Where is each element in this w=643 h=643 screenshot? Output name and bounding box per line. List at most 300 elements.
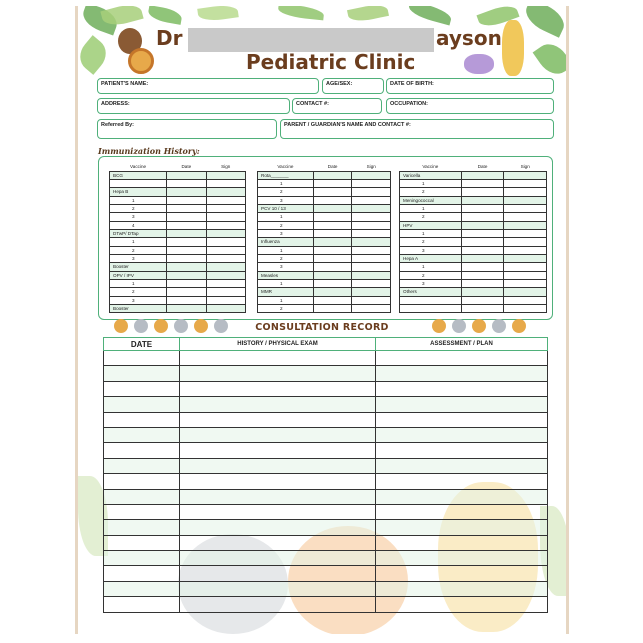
immunization-table-1 [109,162,246,313]
patient-name-label: PATIENT'S NAME: [101,81,149,87]
consultation-row [104,566,548,581]
vaccine-date-cell[interactable] [313,171,352,179]
vaccine-date-cell[interactable] [461,238,504,246]
vaccine-date-cell[interactable] [461,179,504,187]
header-banner [78,6,566,82]
consultation-date-cell[interactable] [104,412,180,427]
vaccine-sign-cell[interactable] [504,254,547,262]
consultation-assessment-cell[interactable] [376,412,548,427]
vaccine-date-cell[interactable] [167,204,206,212]
vaccine-name-cell: 2 [258,254,314,262]
vaccine-date-cell[interactable] [313,179,352,187]
consultation-row [104,427,548,442]
immunization-row [400,271,547,279]
vaccine-sign-cell[interactable] [206,196,245,204]
immunization-row [110,196,246,204]
immunization-row [400,171,547,179]
immunization-row [110,204,246,212]
consultation-row [104,597,548,612]
vaccine-name-cell [400,305,462,313]
consultation-history-cell[interactable] [180,581,376,596]
consultation-date-cell[interactable] [104,520,180,535]
consultation-assessment-cell[interactable] [376,381,548,396]
immunization-row [258,254,391,262]
vaccine-sign-cell[interactable] [206,254,245,262]
vaccine-sign-cell[interactable] [504,296,547,304]
redacted-doctor-name [188,28,434,52]
vaccine-date-cell[interactable] [461,188,504,196]
vaccine-date-cell[interactable] [167,254,206,262]
vaccine-date-cell[interactable] [313,238,352,246]
vaccine-date-cell[interactable] [167,188,206,196]
vaccine-name-cell: 3 [400,246,462,254]
consultation-assessment-cell[interactable] [376,489,548,504]
vaccine-date-cell[interactable] [313,271,352,279]
vaccine-sign-cell[interactable] [206,305,245,313]
vaccine-date-cell[interactable] [167,221,206,229]
consultation-date-cell[interactable] [104,489,180,504]
consultation-row [104,381,548,396]
vaccine-sign-cell[interactable] [352,263,391,271]
vaccine-name-cell: 1 [258,279,314,287]
consultation-history-cell[interactable] [180,489,376,504]
leaf-icon [521,6,569,38]
occupation-field[interactable] [386,98,554,114]
immunization-row [258,196,391,204]
immunization-row [258,263,391,271]
vaccine-name-cell: 3 [258,196,314,204]
immunization-row [400,221,547,229]
vaccine-sign-cell[interactable] [352,196,391,204]
consultation-assessment-cell[interactable] [376,443,548,458]
vaccine-date-cell[interactable] [313,305,352,313]
age-sex-field[interactable] [322,78,384,94]
immunization-header-date: Date [313,162,352,171]
vaccine-sign-cell[interactable] [504,204,547,212]
vaccine-name-cell: Meningococcal [400,196,462,204]
vaccine-name-cell: 1 [258,296,314,304]
immunization-row [258,238,391,246]
vaccine-sign-cell[interactable] [504,229,547,237]
vaccine-sign-cell[interactable] [206,238,245,246]
consultation-row [104,520,548,535]
lion-icon [128,48,154,74]
leaf-icon [347,6,389,24]
vaccine-date-cell[interactable] [461,279,504,287]
vaccine-date-cell[interactable] [461,305,504,313]
vaccine-date-cell[interactable] [313,213,352,221]
giraffe-icon [502,20,524,76]
immunization-row [258,171,391,179]
vaccine-sign-cell[interactable] [504,279,547,287]
vaccine-date-cell[interactable] [313,263,352,271]
doctor-name-suffix: ayson [436,26,502,50]
vaccine-sign-cell[interactable] [504,213,547,221]
vaccine-date-cell[interactable] [313,221,352,229]
vaccine-name-cell: 1 [110,279,167,287]
immunization-header-sign: Sign [504,162,547,171]
consultation-assessment-cell[interactable] [376,366,548,381]
consultation-row [104,474,548,489]
vaccine-sign-cell[interactable] [352,179,391,187]
vaccine-sign-cell[interactable] [352,246,391,254]
consultation-history-cell[interactable] [180,366,376,381]
vaccine-sign-cell[interactable] [504,171,547,179]
vaccine-date-cell[interactable] [313,279,352,287]
vaccine-date-cell[interactable] [167,279,206,287]
vaccine-date-cell[interactable] [461,246,504,254]
vaccine-date-cell[interactable] [313,288,352,296]
vaccine-sign-cell[interactable] [206,188,245,196]
vaccine-sign-cell[interactable] [504,238,547,246]
consultation-assessment-cell[interactable] [376,504,548,519]
vaccine-name-cell: OPV / IPV [110,271,167,279]
leaf-icon [407,6,453,25]
consultation-date-cell[interactable] [104,351,180,366]
vaccine-name-cell: 1 [400,263,462,271]
immunization-row [400,254,547,262]
immunization-row [400,263,547,271]
consultation-row [104,412,548,427]
vaccine-name-cell: Influenza [258,238,314,246]
consultation-history-cell[interactable] [180,458,376,473]
consultation-assessment-cell[interactable] [376,351,548,366]
vaccine-date-cell[interactable] [313,188,352,196]
consultation-row [104,351,548,366]
immunization-row [258,279,391,287]
vaccine-date-cell[interactable] [167,179,206,187]
immunization-row [110,296,246,304]
date-of-birth-label: DATE OF BIRTH: [390,81,434,87]
vaccine-name-cell: 1 [258,246,314,254]
consultation-assessment-cell[interactable] [376,474,548,489]
immunization-row [400,229,547,237]
vaccine-name-cell: 4 [110,221,167,229]
consultation-date-cell[interactable] [104,566,180,581]
vaccine-date-cell[interactable] [167,296,206,304]
consultation-history-cell[interactable] [180,397,376,412]
consultation-assessment-cell[interactable] [376,520,548,535]
vaccine-name-cell: Booster [110,263,167,271]
vaccine-name-cell: Hepa B [110,188,167,196]
address-label: ADDRESS: [101,101,130,107]
consultation-date-cell[interactable] [104,504,180,519]
consultation-date-cell[interactable] [104,427,180,442]
consultation-history-cell[interactable] [180,443,376,458]
immunization-header-sign: Sign [206,162,245,171]
consultation-date-cell[interactable] [104,397,180,412]
consultation-assessment-cell[interactable] [376,397,548,412]
vaccine-sign-cell[interactable] [352,221,391,229]
patient-name-field[interactable] [97,78,319,94]
consultation-assessment-cell[interactable] [376,581,548,596]
consultation-history-cell[interactable] [180,520,376,535]
referred-by-field[interactable] [97,119,277,139]
vaccine-sign-cell[interactable] [504,263,547,271]
consultation-history-cell[interactable] [180,551,376,566]
vaccine-date-cell[interactable] [313,246,352,254]
vaccine-date-cell[interactable] [313,254,352,262]
immunization-row [110,171,246,179]
vaccine-date-cell[interactable] [313,229,352,237]
consultation-history-cell[interactable] [180,566,376,581]
immunization-row [400,246,547,254]
vaccine-sign-cell[interactable] [206,221,245,229]
consultation-history-cell[interactable] [180,597,376,612]
consultation-date-cell[interactable] [104,366,180,381]
vaccine-sign-cell[interactable] [352,171,391,179]
vaccine-sign-cell[interactable] [352,271,391,279]
vaccine-sign-cell[interactable] [352,229,391,237]
vaccine-sign-cell[interactable] [504,196,547,204]
leaf-icon [277,6,324,20]
vaccine-name-cell: 3 [110,213,167,221]
vaccine-sign-cell[interactable] [352,305,391,313]
immunization-row [258,179,391,187]
immunization-row [400,204,547,212]
vaccine-sign-cell[interactable] [206,263,245,271]
vaccine-name-cell: Others [400,288,462,296]
date-of-birth-field[interactable] [386,78,554,94]
immunization-box [98,156,553,320]
immunization-row [110,221,246,229]
consultation-date-cell[interactable] [104,458,180,473]
vaccine-name-cell: 1 [258,213,314,221]
vaccine-date-cell[interactable] [461,213,504,221]
vaccine-date-cell[interactable] [461,263,504,271]
leaf-icon [147,6,183,25]
vaccine-name-cell: 1 [400,179,462,187]
vaccine-name-cell: 3 [258,229,314,237]
immunization-row [258,229,391,237]
consultation-row [104,504,548,519]
immunization-row [258,221,391,229]
vaccine-sign-cell[interactable] [352,204,391,212]
leaf-icon [197,6,239,23]
vaccine-name-cell: 2 [400,271,462,279]
consultation-date-cell[interactable] [104,535,180,550]
immunization-row [110,246,246,254]
vaccine-date-cell[interactable] [461,254,504,262]
consultation-assessment-cell[interactable] [376,551,548,566]
consultation-assessment-cell[interactable] [376,458,548,473]
vaccine-date-cell[interactable] [313,204,352,212]
immunization-row [258,271,391,279]
vaccine-name-cell: 2 [400,238,462,246]
vaccine-name-cell: PCV 10 / 13 [258,204,314,212]
vaccine-sign-cell[interactable] [206,179,245,187]
guardian-field[interactable] [280,119,554,139]
vaccine-sign-cell[interactable] [206,171,245,179]
consultation-table [103,337,548,613]
immunization-table-2 [257,162,391,313]
vaccine-date-cell[interactable] [461,196,504,204]
immunization-row [110,188,246,196]
vaccine-sign-cell[interactable] [206,204,245,212]
immunization-row [110,305,246,313]
vaccine-date-cell[interactable] [461,271,504,279]
leaf-icon [533,38,569,81]
vaccine-sign-cell[interactable] [352,254,391,262]
vaccine-name-cell: 2 [400,188,462,196]
consultation-history-cell[interactable] [180,504,376,519]
vaccine-name-cell: 1 [110,196,167,204]
contact-label: CONTACT #: [296,101,329,107]
vaccine-sign-cell[interactable] [206,246,245,254]
contact-field[interactable] [292,98,382,114]
vaccine-date-cell[interactable] [167,305,206,313]
vaccine-sign-cell[interactable] [206,288,245,296]
immunization-row [400,305,547,313]
immunization-row [400,238,547,246]
vaccine-date-cell[interactable] [461,229,504,237]
clinic-name: Pediatric Clinic [246,50,416,74]
assessment-column-header: ASSESSMENT / PLAN [376,338,548,351]
consultation-history-cell[interactable] [180,351,376,366]
vaccine-date-cell[interactable] [167,171,206,179]
immunization-row [400,296,547,304]
vaccine-date-cell[interactable] [167,229,206,237]
vaccine-date-cell[interactable] [313,196,352,204]
vaccine-date-cell[interactable] [461,296,504,304]
vaccine-date-cell[interactable] [313,296,352,304]
immunization-row [400,179,547,187]
leaf-icon [75,35,113,75]
vaccine-name-cell: 1 [400,204,462,212]
vaccine-name-cell: HPV [400,221,462,229]
consultation-date-cell[interactable] [104,551,180,566]
vaccine-date-cell[interactable] [167,246,206,254]
vaccine-name-cell: Booster [110,305,167,313]
consultation-assessment-cell[interactable] [376,597,548,612]
vaccine-name-cell: 2 [110,204,167,212]
address-field[interactable] [97,98,290,114]
vaccine-sign-cell[interactable] [504,188,547,196]
vaccine-sign-cell[interactable] [206,271,245,279]
consultation-date-cell[interactable] [104,381,180,396]
consultation-title: CONSULTATION RECORD [255,322,389,333]
vaccine-name-cell: MMR [258,288,314,296]
vaccine-sign-cell[interactable] [504,246,547,254]
vaccine-name-cell: 1 [110,238,167,246]
consultation-history-cell[interactable] [180,535,376,550]
immunization-header-vaccine: Vaccine [110,162,167,171]
vaccine-date-cell[interactable] [167,213,206,221]
vaccine-name-cell: 2 [258,221,314,229]
vaccine-sign-cell[interactable] [504,288,547,296]
vaccine-name-cell: Measles [258,271,314,279]
vaccine-name-cell: 1 [258,179,314,187]
consultation-row [104,535,548,550]
vaccine-date-cell[interactable] [167,288,206,296]
immunization-header-vaccine: Vaccine [400,162,462,171]
immunization-table-3 [399,162,547,313]
vaccine-name-cell: Varicella [400,171,462,179]
immunization-row [110,288,246,296]
vaccine-name-cell: 2 [258,305,314,313]
clinic-record-sheet [75,6,569,634]
vaccine-sign-cell[interactable] [352,213,391,221]
vaccine-name-cell: 2 [258,188,314,196]
vaccine-name-cell: 3 [110,296,167,304]
vaccine-sign-cell[interactable] [504,179,547,187]
vaccine-date-cell[interactable] [461,171,504,179]
vaccine-sign-cell[interactable] [504,271,547,279]
consultation-row [104,551,548,566]
consultation-row [104,581,548,596]
consultation-assessment-cell[interactable] [376,427,548,442]
vaccine-date-cell[interactable] [167,263,206,271]
immunization-row [400,188,547,196]
immunization-row [258,188,391,196]
immunization-row [258,288,391,296]
immunization-row [110,271,246,279]
vaccine-sign-cell[interactable] [206,213,245,221]
consultation-history-cell[interactable] [180,474,376,489]
vaccine-sign-cell[interactable] [352,279,391,287]
vaccine-sign-cell[interactable] [352,296,391,304]
immunization-row [400,213,547,221]
vaccine-name-cell [110,179,167,187]
occupation-label: OCCUPATION: [390,101,428,107]
age-sex-label: AGE/SEX: [326,81,353,87]
vaccine-name-cell: 2 [400,213,462,221]
immunization-row [258,305,391,313]
vaccine-sign-cell[interactable] [504,221,547,229]
consultation-assessment-cell[interactable] [376,566,548,581]
immunization-header-date: Date [461,162,504,171]
immunization-row [110,254,246,262]
vaccine-date-cell[interactable] [167,238,206,246]
vaccine-sign-cell[interactable] [504,305,547,313]
consultation-history-cell[interactable] [180,427,376,442]
vaccine-date-cell[interactable] [461,288,504,296]
consultation-date-cell[interactable] [104,443,180,458]
vaccine-date-cell[interactable] [461,221,504,229]
vaccine-sign-cell[interactable] [352,238,391,246]
immunization-row [258,246,391,254]
hippo-icon [464,54,494,74]
consultation-assessment-cell[interactable] [376,535,548,550]
date-column-header: DATE [104,338,180,351]
vaccine-sign-cell[interactable] [206,296,245,304]
vaccine-date-cell[interactable] [167,196,206,204]
immunization-row [110,263,246,271]
vaccine-sign-cell[interactable] [206,229,245,237]
vaccine-sign-cell[interactable] [352,188,391,196]
guardian-label: PARENT / GUARDIAN'S NAME AND CONTACT #: [284,122,411,128]
immunization-header-sign: Sign [352,162,391,171]
consultation-row [104,458,548,473]
immunization-row [400,279,547,287]
doctor-name-prefix: Dr [156,26,183,50]
vaccine-name-cell: 2 [110,246,167,254]
vaccine-date-cell[interactable] [167,271,206,279]
consultation-row [104,366,548,381]
vaccine-sign-cell[interactable] [206,279,245,287]
consultation-date-cell[interactable] [104,581,180,596]
immunization-row [258,296,391,304]
consultation-history-cell[interactable] [180,412,376,427]
consultation-date-cell[interactable] [104,474,180,489]
consultation-date-cell[interactable] [104,597,180,612]
consultation-history-cell[interactable] [180,381,376,396]
vaccine-sign-cell[interactable] [352,288,391,296]
vaccine-date-cell[interactable] [461,204,504,212]
immunization-header-vaccine: Vaccine [258,162,314,171]
immunization-row [110,279,246,287]
vaccine-name-cell: 3 [400,279,462,287]
